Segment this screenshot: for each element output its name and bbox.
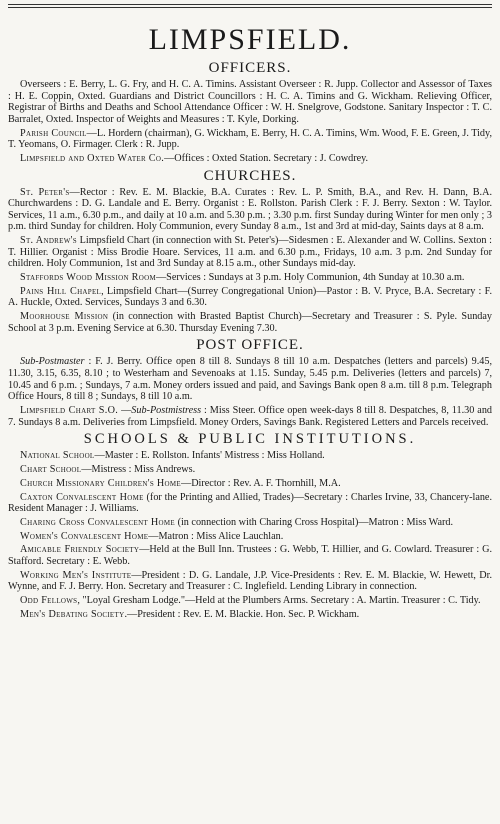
debating-society-label: Men's Debating Society bbox=[20, 608, 125, 620]
odd-fellows-label: Odd Fellows bbox=[20, 595, 78, 607]
sub-postmistress-label: Sub-Postmistress bbox=[131, 404, 202, 416]
debating-society-paragraph bbox=[8, 609, 492, 621]
officers-paragraph bbox=[8, 79, 492, 125]
post-office-heading: POST OFFICE. bbox=[196, 337, 304, 354]
officers-heading: OFFICERS. bbox=[208, 60, 292, 76]
staffords-wood-text: —Services : Sundays at 3 p.m. Holy Communion, 4th Sunday at 10.30 a.m. bbox=[155, 272, 465, 284]
moorhouse-text: (in connection with Brasted Baptist Church)—Secretary and Treasurer : S. Pyle. Sunday School at 3 p.m. Evening Service at 6.30. Thursday Evening 7.30. bbox=[8, 311, 492, 334]
churches-heading: CHURCHES. bbox=[203, 167, 297, 184]
caxton-home-text: (for the Printing and Allied, Trades)—Secretary : Charles Irvine, 33, Chancery-lane. Resident Manager : J. Williams. bbox=[8, 491, 492, 515]
national-school-label: National School bbox=[20, 450, 95, 462]
chart-so-paragraph: Limpsfield Chart S.O. —Sub-Postmistress : Miss Steer. Office open week-days 8 till 8. Despatches, 8, 11.30 and 7. Sundays 8 a.m. Deliveries from Limpsfield. Money Orders, Savings Bank. Registered Letters and Parcels received. bbox=[8, 404, 493, 428]
officers-text: Overseers : E. Berry, L. G. Fry, and H. C. A. Timins. Assistant Overseer : R. Jupp. Collector and Assessor of Taxes : H. E. Coppin, Oxted. Guardians and District Councillors : H. C. A. Timins and G. Wickham. Relieving Officer, Registrar of Births and Deaths and School Attendance Officer : W. H. Snelgrove, Godstone. Sanitary Inspector : T. C. Barralet, Oxted. Inspector of Weights and Measures : T. Kyle, Dorking. bbox=[8, 79, 492, 125]
water-co-label: Limpsfield and Oxted Water Co. bbox=[20, 152, 165, 164]
parish-council-text: —L. Hordern (chairman), G. Wickham, E. Berry, H. C. A. Timins, Wm. Wood, F. E. Green, J. Tidy, T. Yeomans, O. Firmager. Clerk : R. Jupp. bbox=[8, 127, 492, 151]
national-school-text: —Master : E. Rollston. Infants' Mistress : Miss Holland. bbox=[94, 450, 325, 462]
working-mens-text: —President : D. G. Landale, J.P. Vice-Presidents : Rev. E. M. Blackie, W. Hewett, Dr. Wynne, and F. J. Berry. Hon. Secretary and Treasurer : C. Inglefield. Lending Library in connection. bbox=[8, 569, 492, 593]
chart-so-text: : Miss Steer. Office open week-days 8 till 8. Despatches, 8, 11.30 and 7. Sundays 8 a.m. Deliveries from Limpsfield. Money Orders, Savings Bank. Registered Letters and Parcels received. bbox=[8, 404, 493, 428]
st-peters-label: St. Peter's bbox=[20, 186, 70, 198]
womens-home-text: —Matron : Miss Alice Lauchlan. bbox=[148, 530, 284, 542]
amicable-society-label: Amicable Friendly Society bbox=[20, 544, 140, 556]
charing-cross-paragraph bbox=[8, 517, 492, 529]
sub-postmaster-label: Sub-Postmaster bbox=[20, 356, 85, 368]
chart-school-label: Chart School bbox=[20, 463, 82, 475]
top-rule-inner bbox=[8, 7, 492, 8]
st-peters-paragraph bbox=[8, 187, 492, 233]
amicable-society-text: —Held at the Bull Inn. Trustees : G. Webb, T. Hillier, and G. Cowlard. Treasurer : G. Stafford. Secretary : E. Webb. bbox=[8, 544, 492, 568]
sub-postmaster-paragraph bbox=[8, 356, 492, 402]
caxton-home-label: Caxton Convalescent Home bbox=[20, 491, 144, 503]
womens-home-label: Women's Convalescent Home bbox=[20, 530, 149, 542]
womens-home-paragraph bbox=[8, 531, 492, 543]
caxton-home-paragraph bbox=[8, 492, 492, 515]
missionary-home-paragraph bbox=[8, 478, 492, 490]
charing-cross-text: (in connection with Charing Cross Hospital)—Matron : Miss Ward. bbox=[175, 516, 454, 528]
debating-society-text: .—President : Rev. E. M. Blackie. Hon. Sec. P. Wickham. bbox=[124, 608, 360, 620]
sub-postmaster-text: : F. J. Berry. Office open 8 till 8. Sundays 8 till 10 a.m. Despatches (letters and parcels) 9.45, 11.30, 3.15, 6.35, 8.10 ; to Westerham and Sevenoaks at 1.15. Sunday, 5.45 p.m. Deliveries (letters and parcels) 7, 10.45 and 6 p.m. ; Sundays, 7 a.m. Money orders issued and paid, and Savings Bank open 8 a.m. till 8 p.m. Telegraph Office Hours, 8 till 8 ; Sundays, 8 till 10 a.m. bbox=[8, 356, 492, 403]
working-mens-label: Working Men's Institute bbox=[20, 569, 132, 581]
pains-hill-text: , Limpsfield Chart—(Surrey Congregational Union)—Pastor : B. V. Pryce, B.A. Secretary : F. A. Huckle, Oxted. Services, Sundays 3 and 6.30. bbox=[8, 285, 492, 309]
parish-council-paragraph bbox=[8, 128, 492, 151]
amicable-society-paragraph bbox=[8, 544, 492, 567]
pains-hill-label: Pains Hill Chapel bbox=[20, 285, 102, 297]
moorhouse-paragraph bbox=[8, 311, 492, 334]
chart-school-text: —Mistress : Miss Andrews. bbox=[81, 463, 196, 475]
pains-hill-paragraph bbox=[8, 286, 492, 309]
st-peters-text: —Rector : Rev. E. M. Blackie, B.A. Curates : Rev. L. P. Smith, B.A., and Rev. H. Dann, B.A. Churchwardens : D. G. Landale and E. Berry. Organist : E. Rollston. Parish Clerk : F. J. Berry. Sexton : W. Taylor. Services, 11 a.m., 6.30 p.m., and daily at 10 a.m. and 5.30 p.m. ; 3.30 p.m. first Sunday during Winter for men only ; 3 p.m. third Sunday for children. Holy Communion, every Sunday 8 a.m., 1st and 3rd at mid-day, Saints days at 8 a.m. bbox=[8, 186, 492, 233]
moorhouse-label: Moorhouse Mission bbox=[20, 311, 109, 323]
st-andrews-label: St. Andrew's bbox=[20, 235, 77, 247]
schools-heading: SCHOOLS & PUBLIC INSTITUTIONS. bbox=[83, 431, 417, 448]
page-title: LIMPSFIELD. bbox=[148, 23, 352, 56]
odd-fellows-paragraph bbox=[8, 595, 492, 607]
charing-cross-label: Charing Cross Convalescent Home bbox=[20, 516, 176, 528]
water-co-paragraph bbox=[8, 153, 492, 165]
missionary-home-label: Church Missionary Children's Home bbox=[20, 477, 182, 489]
national-school-paragraph bbox=[8, 450, 492, 462]
water-co-text: —Offices : Oxted Station. Secretary : J. Cowdrey. bbox=[164, 152, 369, 164]
staffords-wood-paragraph bbox=[8, 272, 492, 284]
st-andrews-text: Limpsfield Chart (in connection with St. Peter's)—Sidesmen : E. Alexander and W. Collins. Sexton : T. Hillier. Organist : Miss Brodie Hoare. Services, 11 a.m. and 6.30 p.m., Fridays, 10 a.m. 3 p.m. 2nd Sunday for children. Holy Communion, 1st and 3rd Sunday at 8.15 a.m., other Sundays mid-day. bbox=[8, 235, 492, 270]
staffords-wood-label: Staffords Wood Mission Room bbox=[20, 272, 156, 284]
chart-school-paragraph bbox=[8, 464, 492, 476]
parish-council-label: Parish Council bbox=[20, 127, 87, 139]
top-rule bbox=[8, 4, 492, 5]
st-andrews-paragraph bbox=[8, 235, 492, 270]
missionary-home-text: —Director : Rev. A. F. Thornhill, M.A. bbox=[181, 477, 341, 489]
chart-so-label: Limpsfield Chart S.O. bbox=[20, 404, 119, 416]
working-mens-paragraph bbox=[8, 570, 492, 593]
odd-fellows-text: , "Loyal Gresham Lodge."—Held at the Plumbers Arms. Secretary : A. Martin. Treasurer : C. Tidy. bbox=[77, 595, 481, 607]
